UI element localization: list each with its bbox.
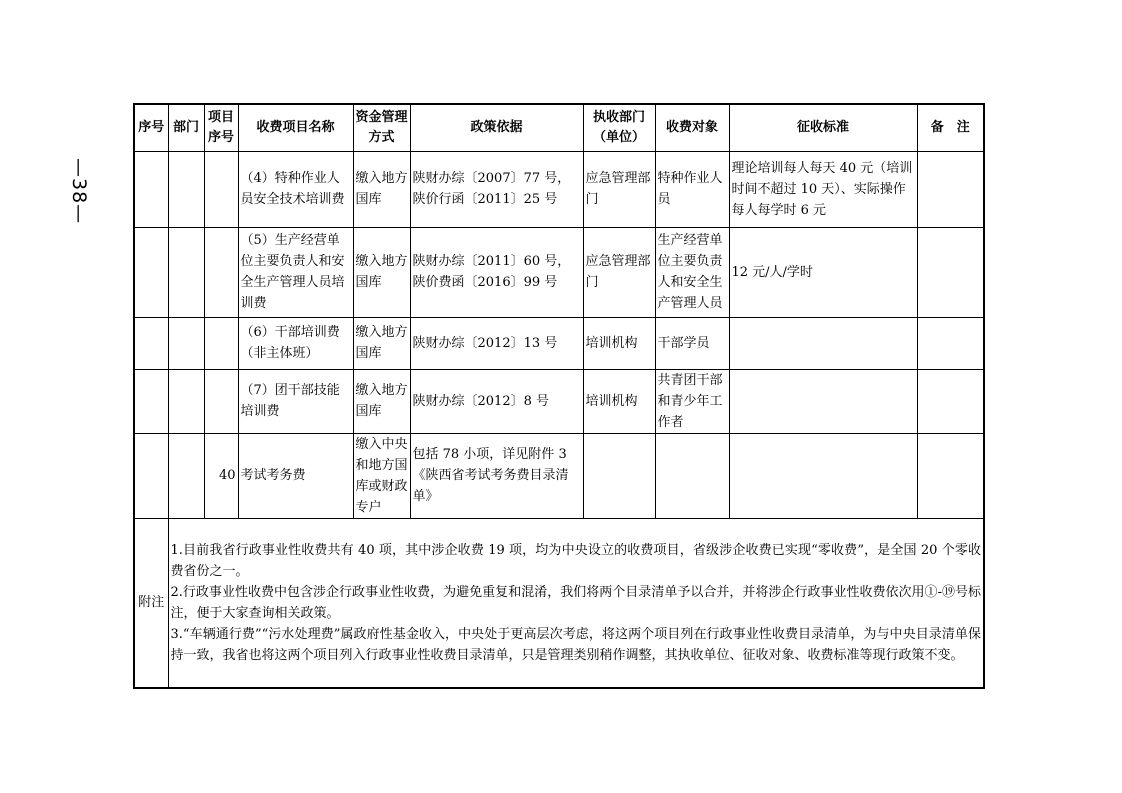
header-cell: 备 注 [917,104,984,151]
notes-label: 附注 [134,518,168,688]
unit-cell: 培训机构 [583,317,655,369]
unit-cell [583,433,655,518]
remark-cell [917,433,984,518]
dept-cell [168,369,204,433]
standard-cell: 理论培训每人每天 40 元（培训时间不超过 10 天）、实际操作每人每学时 6 元 [729,151,917,227]
table-row [134,369,984,433]
standard-cell [729,317,917,369]
policy-cell: 包括 78 小项，详见附件 3《陕西省考试考务费目录清单》 [410,433,583,518]
header-cell: 收费对象 [655,104,729,151]
remark-cell [917,369,984,433]
dept-cell [168,433,204,518]
object-cell: 特种作业人员 [655,151,729,227]
standard-cell [729,369,917,433]
table-row [134,227,984,317]
policy-cell: 陕财办综〔2012〕13 号 [410,317,583,369]
fund-cell: 缴入中央和地方国库或财政专户 [353,433,410,518]
object-cell: 干部学员 [655,317,729,369]
standard-cell: 12 元/人/学时 [729,227,917,317]
remark-cell [917,317,984,369]
note-item: 3.“车辆通行费”“污水处理费”属政府性基金收入，中央处于更高层次考虑，将这两个项目列在行政事业性收费目录清单，为与中央目录清单保持一致，我省也将这两个项目列入行政事业性收费目录清单，只是管理类别稍作调整，其执收单位、征收对象、收费标准等现行政策不变。 [170,626,981,663]
policy-cell: 陕财办综〔2011〕60 号，陕价费函〔2016〕99 号 [410,227,583,317]
object-cell: 共青团干部和青少年工作者 [655,369,729,433]
object-cell: 生产经营单位主要负责人和安全生产管理人员 [655,227,729,317]
note-item: 1.目前我省行政事业性收费共有 40 项，其中涉企收费 19 项，均为中央设立的收费项目，省级涉企收费已实现“零收费”，是全国 20 个零收费省份之一。 [170,542,981,579]
notes-row [134,518,984,688]
object-cell [655,433,729,518]
item-no-cell: 40 [204,433,238,518]
table-row [134,151,984,227]
remark-cell [917,227,984,317]
fee-name-cell: 考试考务费 [238,433,353,518]
fee-table [133,103,985,689]
table-row [134,433,984,518]
dept-cell [168,151,204,227]
policy-cell: 陕财办综〔2012〕8 号 [410,369,583,433]
fee-name-cell: （5）生产经营单位主要负责人和安全生产管理人员培训费 [238,227,353,317]
header-cell: 项目序号 [204,104,238,151]
fee-name-cell: （4）特种作业人员安全技术培训费 [238,151,353,227]
dept-cell [168,317,204,369]
unit-cell: 应急管理部门 [583,151,655,227]
page-number: —38— [68,158,90,225]
fund-cell: 缴入地方国库 [353,317,410,369]
seq-cell [134,433,168,518]
item-no-cell [204,227,238,317]
fund-cell: 缴入地方国库 [353,227,410,317]
item-no-cell [204,369,238,433]
seq-cell [134,227,168,317]
header-cell: 政策依据 [410,104,583,151]
header-cell: 资金管理方式 [353,104,410,151]
seq-cell [134,317,168,369]
table-row [134,317,984,369]
header-cell: 序号 [134,104,168,151]
note-item: 2.行政事业性收费中包含涉企行政事业性收费，为避免重复和混淆，我们将两个目录清单予以合并，并将涉企行政事业性收费依次用①-⑲号标注，便于大家查询相关政策。 [170,584,981,621]
fund-cell: 缴入地方国库 [353,151,410,227]
header-cell: 部门 [168,104,204,151]
fee-name-cell: （7）团干部技能培训费 [238,369,353,433]
header-cell: 征收标准 [729,104,917,151]
policy-cell: 陕财办综〔2007〕77 号，陕价行函〔2011〕25 号 [410,151,583,227]
seq-cell [134,151,168,227]
seq-cell [134,369,168,433]
standard-cell [729,433,917,518]
fee-name-cell: （6）干部培训费（非主体班） [238,317,353,369]
item-no-cell [204,151,238,227]
remark-cell [917,151,984,227]
unit-cell: 培训机构 [583,369,655,433]
unit-cell: 应急管理部门 [583,227,655,317]
header-cell: 执收部门（单位） [583,104,655,151]
dept-cell [168,227,204,317]
header-row [134,104,984,151]
header-cell: 收费项目名称 [238,104,353,151]
fund-cell: 缴入地方国库 [353,369,410,433]
notes-cell [168,518,984,688]
item-no-cell [204,317,238,369]
